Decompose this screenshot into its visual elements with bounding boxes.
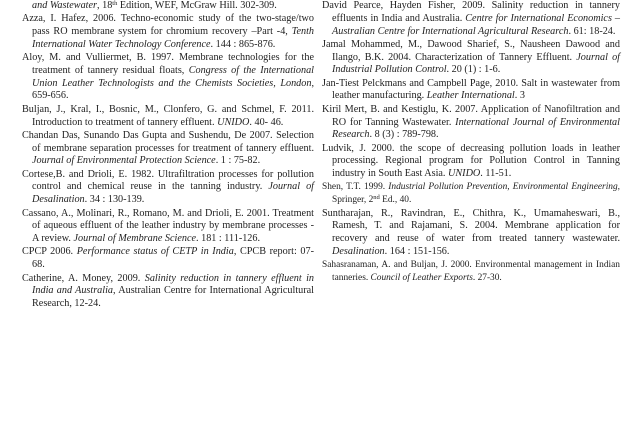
references-left-column [22,0,314,311]
reference-entry-ludvik: Ludvik, J. 2000. the scope of decreasing pollution loads in leather processing. Regional program for Pollution Control in Tanning industry in South East Asia. UNIDO. 11-51. [322,142,620,180]
reference-entry-kiril: Kiril Mert, B. and Kestiglu, K. 2007. Application of Nanofiltration and RO for Tanning Wastewater. International Journal of Environmental Research. 8 (3) : 789-798. [322,103,620,141]
reference-entry-david: David Pearce, Hayden Fisher, 2009. Salinity reduction in tannery effluents in India and Australia. Centre for International Economics –Australian Centre for International Agricultural Research. 61: 18-24. [322,0,620,37]
reference-entry-shen: Shen, T.T. 1999. Industrial Pollution Prevention, Environmental Engineering, Springer, 2nd Ed., 40. [322,182,621,206]
reference-entry-cassano: Cassano, A., Molinari, R., Romano, M. and Drioli, E. 2001. Treatment of aqueous effluent of the leather industry by membrane processes - A review. Journal of Membrane Science. 181 : 111-126. [22,207,314,245]
reference-entry-suntharajan: Suntharajan, R., Ravindran, E., Chithra, K., Umamaheswari, B., Ramesh, T. and Rajamani, S. 2004. Membrane application for recovery and reuse of water from treated tannery wastewater. Desalination. 164 : 151-156. [322,207,620,257]
references-right-column [322,0,620,285]
reference-entry-cpcp: CPCP 2006. Performance status of CETP in India, CPCB report: 07-68. [22,246,314,271]
reference-entry-sahasranaman: Sahasranaman, A. and Buljan, J. 2000. Environmental management in Indian tanneries. Council of Leather Exports. 27-30. [322,260,620,283]
reference-entry-buljan: Buljan, J., Kral, I., Bosnic, M., Clonfero, G. and Schmel, F. 2011. Introduction to treatment of tannery effluent. UNIDO. 40- 46. [22,103,314,128]
reference-entry-jantiest: Jan-Tiest Pelckmans and Campbell Page, 2010. Salt in wastewater from leather manufacturing. Leather International. 3 [322,77,620,102]
reference-entry-cortese: Cortese,B. and Drioli, E. 1982. Ultrafiltration processes for pollution control and chemical reuse in the tanning industry. Journal of Desalination. 34 : 130-139. [22,168,314,206]
reference-entry-aloy: Aloy, M. and Vulliermet, B. 1997. Membrane technologies for the treatment of tannery residual floats, Congress of the International Union Leather Technologists and the Chemists Societies, London, 659-656. [22,52,314,102]
reference-entry-azza: Azza, I. Hafez, 2006. Techno-economic study of the two-stage/two pass RO membrane system for chromium recovery –Part -4, Tenth International Water Technology Conference. 144 : 865-876. [22,13,314,50]
reference-entry-catherine: Catherine, A. Money, 2009. Salinity reduction in tannery effluent in India and Australia, Australian Centre for International Agricultural Research, 12-24. [22,272,314,309]
reference-entry-jamal: Jamal Mohammed, M., Dawood Sharief, S., Nausheen Dawood and Ilango, B.K. 2004. Characterization of Tannery Effluent. Journal of Industrial Pollution Control. 20 (1) : 1-6. [322,38,620,76]
reference-entry-chandan: Chandan Das, Sunando Das Gupta and Sushendu, De 2007. Selection of membrane separation processes for treatment of tannery effluent. Journal of Environmental Protection Science. 1 : 75-82. [22,129,314,167]
reference-entry-wef-cont: and Wastewater, 18th Edition, WEF, McGraw Hill. 302-309. [32,0,277,11]
